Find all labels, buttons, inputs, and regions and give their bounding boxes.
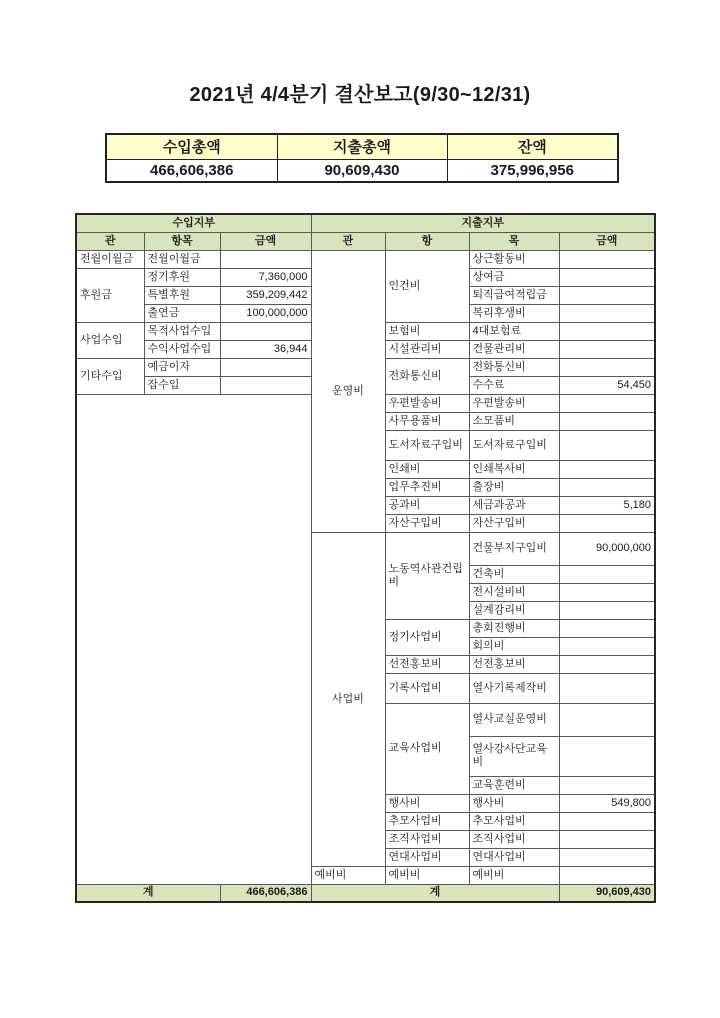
expense-hang-cell: 노동역사관건립비 (385, 532, 469, 619)
expense-mok-cell: 총회진행비 (469, 619, 559, 637)
summary-header-row (106, 134, 618, 159)
expense-mok-cell: 우편발송비 (469, 394, 559, 412)
summary-value-income-total: 466,606,386 (106, 159, 277, 182)
income-gwan-cell: 사업수입 (76, 322, 144, 358)
expense-mok-cell: 열사교실운영비 (469, 703, 559, 736)
expense-mok-cell: 복리후생비 (469, 304, 559, 322)
expense-amount-cell (559, 340, 655, 358)
summary-value-expense-total: 90,609,430 (277, 159, 447, 182)
summary-table (105, 133, 619, 183)
income-amount-cell: 36,944 (220, 340, 311, 358)
income-empty-area (76, 394, 311, 884)
expense-hang-cell: 정기사업비 (385, 619, 469, 655)
expense-amount-cell (559, 583, 655, 601)
income-item-cell: 잡수입 (144, 376, 220, 394)
expense-amount-cell (559, 358, 655, 376)
expense-mok-cell: 열사기록제작비 (469, 673, 559, 703)
income-col-gwan: 관 (76, 232, 144, 250)
income-section-title: 수입지부 (76, 214, 311, 232)
expense-hang-cell: 조직사업비 (385, 830, 469, 848)
expense-hang-cell: 시설관리비 (385, 340, 469, 358)
expense-amount-cell (559, 394, 655, 412)
ledger-table (75, 213, 656, 903)
income-col-item: 항목 (144, 232, 220, 250)
income-amount-cell (220, 250, 311, 268)
expense-mok-cell: 추모사업비 (469, 812, 559, 830)
expense-mok-cell: 소모품비 (469, 412, 559, 430)
income-gwan-cell: 전월이월금 (76, 250, 144, 268)
expense-hang-cell: 인쇄비 (385, 460, 469, 478)
expense-mok-cell: 예비비 (469, 866, 559, 884)
expense-hang-cell: 인건비 (385, 250, 469, 322)
summary-value-row (106, 159, 618, 182)
income-amount-cell: 7,360,000 (220, 268, 311, 286)
expense-hang-cell: 전화통신비 (385, 358, 469, 394)
total-row (76, 884, 655, 902)
expense-hang-cell: 연대사업비 (385, 848, 469, 866)
expense-amount-cell (559, 619, 655, 637)
expense-amount-cell (559, 286, 655, 304)
page-title: 2021년 4/4분기 결산보고(9/30~12/31) (189, 84, 531, 106)
expense-amount-cell (559, 703, 655, 736)
income-item-cell: 특별후원 (144, 286, 220, 304)
expense-amount-cell: 5,180 (559, 496, 655, 514)
income-item-cell: 예금이자 (144, 358, 220, 376)
expense-total-label: 계 (311, 884, 559, 902)
expense-mok-cell: 퇴직급여적립금 (469, 286, 559, 304)
income-gwan-cell: 후원금 (76, 268, 144, 322)
expense-total-amount: 90,609,430 (559, 884, 655, 902)
expense-amount-cell (559, 304, 655, 322)
income-amount-cell (220, 358, 311, 376)
expense-mok-cell: 자산구입비 (469, 514, 559, 532)
expense-hang-cell: 교육사업비 (385, 703, 469, 794)
expense-col-mok: 목 (469, 232, 559, 250)
expense-hang-cell: 사무용품비 (385, 412, 469, 430)
income-gwan-cell: 기타수입 (76, 358, 144, 394)
summary-header-balance: 잔액 (447, 134, 618, 159)
summary-header-expense-total: 지출총액 (277, 134, 447, 159)
expense-mok-cell: 연대사업비 (469, 848, 559, 866)
expense-gwan-cell: 사업비 (311, 532, 385, 866)
expense-hang-cell: 선전홍보비 (385, 655, 469, 673)
income-total-label: 계 (76, 884, 220, 902)
expense-mok-cell: 도서자료구입비 (469, 430, 559, 460)
expense-mok-cell: 상근활동비 (469, 250, 559, 268)
expense-mok-cell: 교육훈련비 (469, 776, 559, 794)
expense-mok-cell: 건축비 (469, 565, 559, 583)
expense-mok-cell: 인쇄복사비 (469, 460, 559, 478)
expense-col-gwan: 관 (311, 232, 385, 250)
expense-mok-cell: 회의비 (469, 637, 559, 655)
expense-amount-cell (559, 322, 655, 340)
expense-amount-cell (559, 830, 655, 848)
expense-amount-cell (559, 812, 655, 830)
expense-hang-cell: 공과비 (385, 496, 469, 514)
expense-mok-cell: 세금과공과 (469, 496, 559, 514)
expense-mok-cell: 조직사업비 (469, 830, 559, 848)
expense-amount-cell: 90,000,000 (559, 532, 655, 565)
expense-amount-cell (559, 412, 655, 430)
expense-mok-cell: 전시설비비 (469, 583, 559, 601)
expense-mok-cell: 전화통신비 (469, 358, 559, 376)
expense-amount-cell (559, 601, 655, 619)
section-title-row (76, 214, 655, 232)
expense-gwan-cell: 운영비 (311, 250, 385, 532)
income-item-cell: 수익사업수입 (144, 340, 220, 358)
expense-col-amount: 금액 (559, 232, 655, 250)
expense-amount-cell (559, 866, 655, 884)
expense-amount-cell (559, 673, 655, 703)
column-header-row (76, 232, 655, 250)
expense-hang-cell: 추모사업비 (385, 812, 469, 830)
expense-mok-cell: 행사비 (469, 794, 559, 812)
expense-amount-cell: 54,450 (559, 376, 655, 394)
expense-mok-cell: 수수료 (469, 376, 559, 394)
income-total-amount: 466,606,386 (220, 884, 311, 902)
expense-hang-cell: 자산구입비 (385, 514, 469, 532)
expense-hang-cell: 행사비 (385, 794, 469, 812)
expense-col-hang: 항 (385, 232, 469, 250)
expense-mok-cell: 건물관리비 (469, 340, 559, 358)
expense-mok-cell: 설계감리비 (469, 601, 559, 619)
expense-mok-cell: 선전홍보비 (469, 655, 559, 673)
income-item-cell: 출연금 (144, 304, 220, 322)
summary-header-income-total: 수입총액 (106, 134, 277, 159)
expense-amount-cell (559, 250, 655, 268)
expense-hang-cell: 업무추진비 (385, 478, 469, 496)
income-item-cell: 정기후원 (144, 268, 220, 286)
expense-amount-cell (559, 430, 655, 460)
income-amount-cell: 100,000,000 (220, 304, 311, 322)
expense-gwan-cell: 예비비 (311, 866, 385, 884)
income-amount-cell (220, 376, 311, 394)
income-amount-cell: 359,209,442 (220, 286, 311, 304)
expense-amount-cell (559, 460, 655, 478)
expense-mok-cell: 출장비 (469, 478, 559, 496)
expense-mok-cell: 건물부지구입비 (469, 532, 559, 565)
expense-hang-cell: 도서자료구입비 (385, 430, 469, 460)
expense-amount-cell (559, 776, 655, 794)
expense-mok-cell: 4대보험료 (469, 322, 559, 340)
expense-amount-cell: 549,800 (559, 794, 655, 812)
income-amount-cell (220, 322, 311, 340)
expense-amount-cell (559, 478, 655, 496)
expense-amount-cell (559, 736, 655, 776)
expense-section-title: 지출지부 (311, 214, 655, 232)
income-col-amount: 금액 (220, 232, 311, 250)
expense-amount-cell (559, 655, 655, 673)
expense-amount-cell (559, 514, 655, 532)
expense-amount-cell (559, 565, 655, 583)
summary-value-balance: 375,996,956 (447, 159, 618, 182)
expense-mok-cell: 열사강사단교육비 (469, 736, 559, 776)
income-item-cell: 전월이월금 (144, 250, 220, 268)
expense-amount-cell (559, 637, 655, 655)
table-row (76, 250, 655, 268)
expense-amount-cell (559, 848, 655, 866)
expense-hang-cell: 예비비 (385, 866, 469, 884)
expense-hang-cell: 기록사업비 (385, 673, 469, 703)
expense-hang-cell: 우편발송비 (385, 394, 469, 412)
expense-amount-cell (559, 268, 655, 286)
expense-hang-cell: 보험비 (385, 322, 469, 340)
expense-mok-cell: 상여금 (469, 268, 559, 286)
income-item-cell: 목적사업수입 (144, 322, 220, 340)
